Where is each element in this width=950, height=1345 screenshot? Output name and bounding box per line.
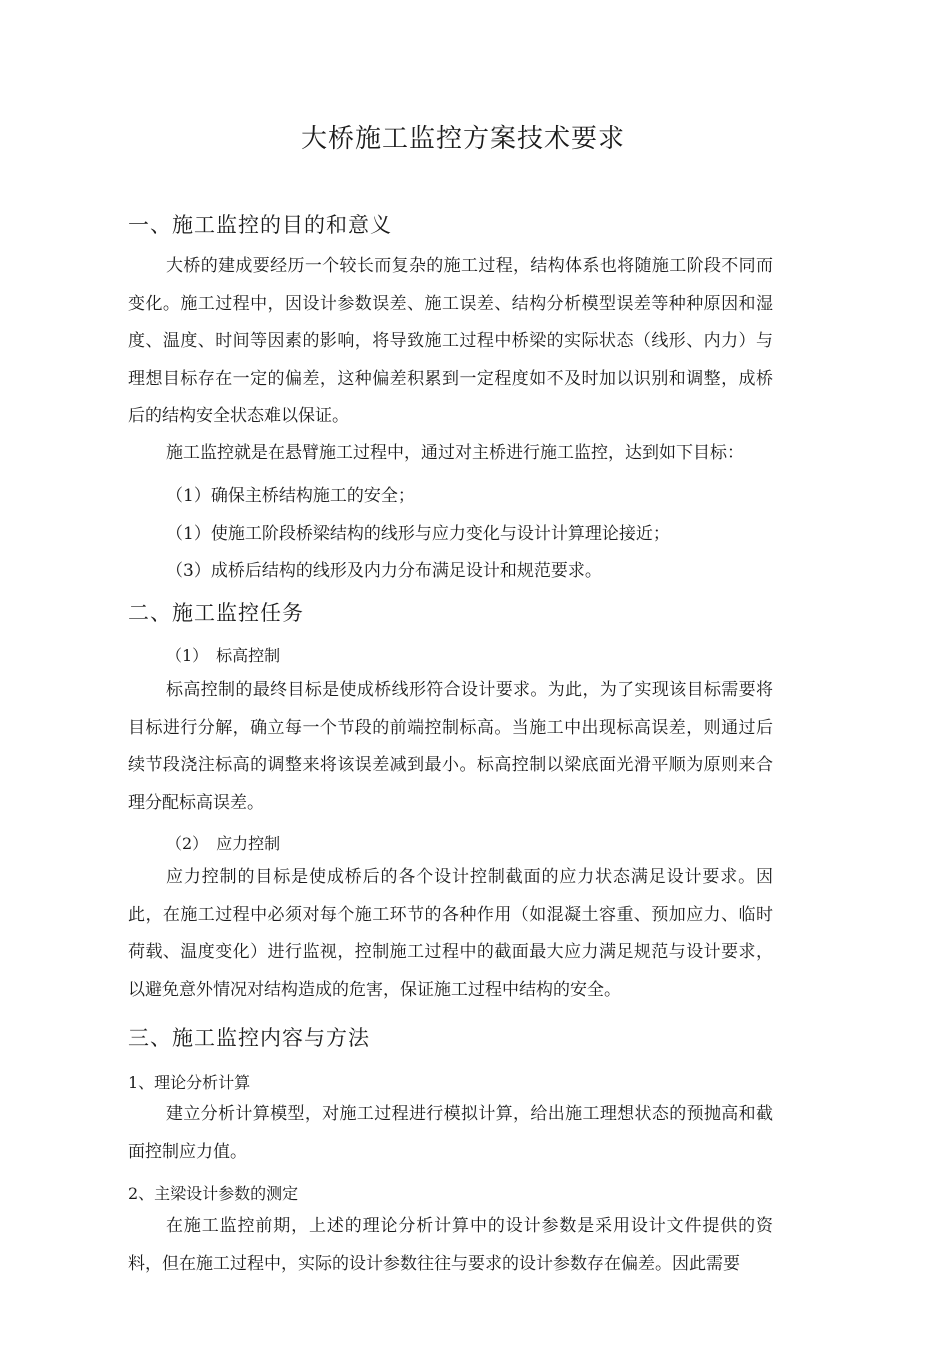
section-heading-purpose: 一、施工监控的目的和意义: [128, 213, 392, 237]
subsection-label-stress-control: （2） 应力控制: [166, 834, 281, 853]
section-heading-tasks: 二、施工监控任务: [128, 601, 304, 625]
subsection-label-theoretical-analysis: 1、理论分析计算: [128, 1073, 251, 1092]
subsection-label-elevation-control: （1） 标高控制: [166, 646, 281, 665]
paragraph-stress-control: 应力控制的目标是使成桥后的各个设计控制截面的应力状态满足设计要求。因此，在施工过程中必须对每个施工环节的各种作用（如混凝土容重、预加应力、临时荷载、温度变化）进行监视，控制施工过程中的截面最大应力满足规范与设计要求，以避免意外情况对结构造成的危害，保证施工过程中结构的安全。: [128, 867, 773, 1000]
goal-item-2: （1）使施工阶段桥梁结构的线形与应力变化与设计计算理论接近；: [166, 524, 670, 544]
document-title: 大桥施工监控方案技术要求: [300, 124, 625, 154]
subsection-label-parameter-measurement: 2、主梁设计参数的测定: [128, 1184, 299, 1203]
goal-item-1: （1）确保主桥结构施工的安全；: [166, 486, 415, 506]
paragraph-elevation-control: 标高控制的最终目标是使成桥线形符合设计要求。为此，为了实现该目标需要将目标进行分解，确立每一个节段的前端控制标高。当施工中出现标高误差，则通过后续节段浇注标高的调整来将该误差减到最小。标高控制以梁底面光滑平顺为原则来合理分配标高误差。: [128, 680, 773, 813]
paragraph-purpose-intro: 大桥的建成要经历一个较长而复杂的施工过程，结构体系也将随施工阶段不同而变化。施工过程中，因设计参数误差、施工误差、结构分析模型误差等种种原因和湿度、温度、时间等因素的影响，将导致施工过程中桥梁的实际状态（线形、内力）与理想目标存在一定的偏差，这种偏差积累到一定程度如不及时加以识别和调整，成桥后的结构安全状态难以保证。: [128, 256, 773, 427]
paragraph-theoretical-analysis: 建立分析计算模型，对施工过程进行模拟计算，给出施工理想状态的预抛高和截面控制应力值。: [128, 1104, 773, 1162]
goal-item-3: （3）成桥后结构的线形及内力分布满足设计和规范要求。: [166, 561, 602, 581]
paragraph-parameter-measurement: 在施工监控前期，上述的理论分析计算中的设计参数是采用设计文件提供的资料，但在施工过程中，实际的设计参数往往与要求的设计参数存在偏差。因此需要: [128, 1216, 773, 1274]
paragraph-monitoring-goals-intro: 施工监控就是在悬臂施工过程中，通过对主桥进行施工监控，达到如下目标：: [166, 443, 744, 463]
section-heading-content-methods: 三、施工监控内容与方法: [128, 1026, 370, 1050]
